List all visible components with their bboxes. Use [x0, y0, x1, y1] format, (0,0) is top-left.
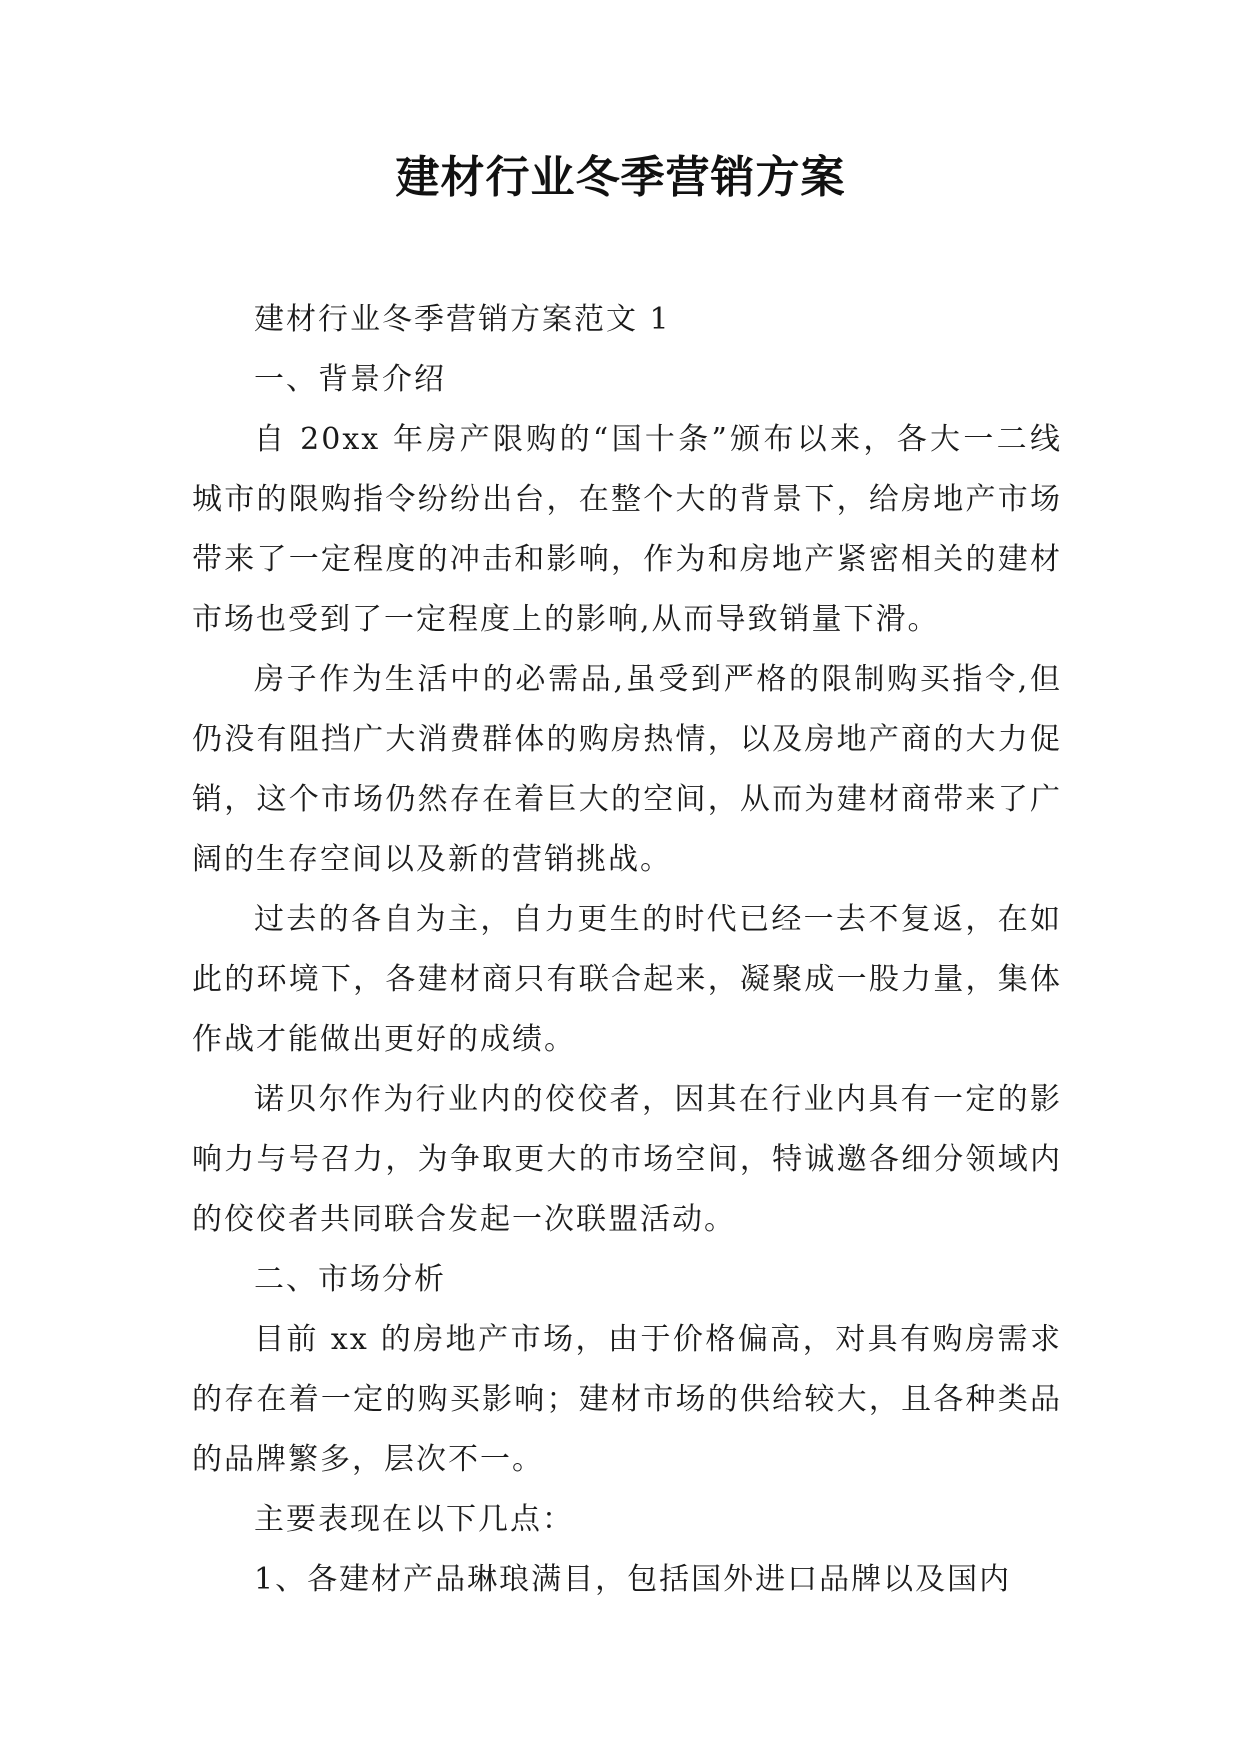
- section-heading-market-analysis: 二、市场分析: [254, 1262, 446, 1297]
- list-intro-paragraph: 主要表现在以下几点：: [254, 1502, 574, 1537]
- document-body: [192, 290, 1062, 1610]
- body-paragraph: 房子作为生活中的必需品,虽受到严格的限制购买指令,但仍没有阻挡广大消费群体的购房热情，以及房地产商的大力促销，这个市场仍然存在着巨大的空间，从而为建材商带来了广阔的生存空间以及新的营销挑战。: [192, 662, 1062, 877]
- body-paragraph: 过去的各自为主，自力更生的时代已经一去不复返，在如此的环境下，各建材商只有联合起来，凝聚成一股力量，集体作战才能做出更好的成绩。: [192, 902, 1062, 1057]
- body-paragraph: 自 20xx 年房产限购的“国十条”颁布以来，各大一二线城市的限购指令纷纷出台，在整个大的背景下，给房地产市场带来了一定程度的冲击和影响，作为和房地产紧密相关的建材市场也受到了一定程度上的影响,从而导致销量下滑。: [192, 422, 1062, 637]
- body-paragraph: 目前 xx 的房地产市场，由于价格偏高，对具有购房需求的存在着一定的购买影响；建材市场的供给较大，且各种类品的品牌繁多，层次不一。: [192, 1322, 1062, 1477]
- section-heading-background: 一、背景介绍: [254, 362, 446, 397]
- document-title: 建材行业冬季营销方案: [395, 152, 846, 203]
- subtitle-paragraph: 建材行业冬季营销方案范文 1: [254, 302, 671, 337]
- body-paragraph: 诺贝尔作为行业内的佼佼者，因其在行业内具有一定的影响力与号召力，为争取更大的市场空间，特诚邀各细分领域内的佼佼者共同联合发起一次联盟活动。: [192, 1082, 1062, 1237]
- list-item-paragraph: 1、各建材产品琳琅满目，包括国外进口品牌以及国内: [254, 1562, 1012, 1597]
